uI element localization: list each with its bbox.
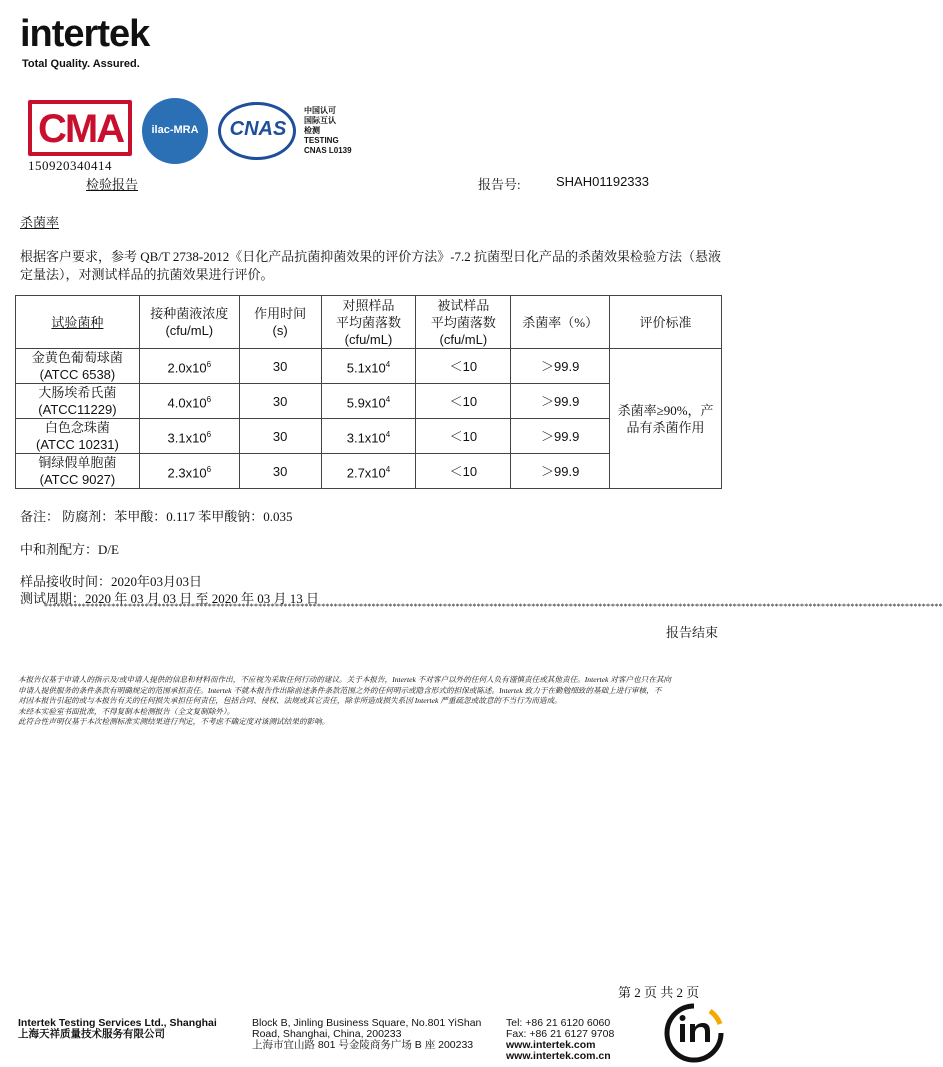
header-text: (cfu/mL) [344,331,393,347]
header-criteria [610,296,722,349]
footer-company-cn: 上海天祥质量技术服务有限公司 [18,1028,165,1040]
report-end: 报告结束 [666,625,719,640]
cma-number: 150920340414 [28,158,112,173]
intertek-logo: intertek [20,13,150,55]
cnas-info-line: 国际互认 [304,116,336,125]
header-text: (cfu/mL) [439,331,488,347]
cnas-info-line: TESTING [304,136,339,145]
strain-name: 金黄色葡萄球菌 [31,350,123,365]
disclaimer-line: 申请人提供服务的条件条款有明确规定的范围承担责任。Intertek 不就本报告作出除前述条件条款范围之外的任何明示或隐含形式的担保或陈述。Intertek 致力于在勤勉细致的基础上进行审核，不 [18,685,662,695]
footer-fax: Fax: +86 21 6127 9708 [506,1028,615,1040]
exponent: 4 [385,359,391,369]
exponent: 6 [206,359,212,369]
footer-address-line: 上海市宜山路 801 号金陵商务广场 B 座 200233 [252,1039,474,1051]
exponent: 4 [385,394,391,404]
footer-company-en: Intertek Testing Services Ltd., Shanghai [18,1017,217,1029]
footer-contact [506,1018,614,1062]
report-number: SHAH01192333 [556,174,649,189]
exponent: 4 [385,464,391,474]
value: 5.1x10 [346,360,386,376]
header-concentration [139,296,239,349]
exponent: 6 [206,429,212,439]
sample-received-line: 样品接收时间：2020年03月03日 [20,574,203,589]
exponent: 6 [206,464,212,474]
cell-test: ＜10 [416,454,511,489]
ilac-mra-text: ilac-MRA [151,124,199,136]
cell-concentration [139,454,239,489]
logo-tagline: Total Quality. Assured. [22,58,140,70]
disclaimer-line: 未经本实验室书面批准，不得复制本检测报告（全文复制除外）。 [18,706,235,716]
table-row [16,349,722,384]
cell-control [321,349,416,384]
value: 3.1x10 [346,430,386,446]
cell-strain [16,349,140,384]
strain-atcc: (ATCC 9027) [39,472,116,487]
section-title: 杀菌率 [20,215,60,230]
intro-paragraph: 根据客户要求，参考 QB/T 2738-2012《日化产品抗菌抑菌效果的评价方法》-7.2 抗菌型日化产品的杀菌效果检验方法（悬液定量法），对测试样品的抗菌效果进行评价。 [20,249,722,282]
cell-rate: ＞99.9 [511,384,610,419]
footer-company [18,1018,217,1040]
value: 4.0x10 [167,395,207,411]
cma-seal-text: CMA [38,107,124,151]
header-text: 接种菌液浓度 [150,306,229,321]
value: 2.0x10 [167,360,207,376]
disclaimer [18,675,718,728]
test-period-line: 测试周期：2020 年 03 月 03 日 至 2020 年 03 月 13 日 [20,591,320,606]
table-header-row [16,296,722,349]
cell-control [321,384,416,419]
disclaimer-line: 本报告仅基于申请人的指示及/或申请人提供的信息和材料而作出，不应视为采取任何行动的建议。关于本报告，Intertek 不对客户以外的任何人负有谨慎责任或其他责任。Intertek 对客户也只在其向 [18,675,672,684]
value: 2.7x10 [346,465,386,481]
cell-test: ＜10 [416,384,511,419]
header-strain [16,296,140,349]
value: 5.9x10 [346,395,386,411]
header-text: 评价标准 [639,314,692,330]
strain-name: 铜绿假单胞菌 [38,455,117,470]
cnas-info [304,106,352,156]
strain-atcc: (ATCC 10231) [36,437,119,452]
footer-address [252,1018,481,1051]
cell-concentration [139,419,239,454]
cma-seal [28,100,132,156]
header-text: (cfu/mL) [165,323,214,338]
footer-website[interactable]: www.intertek.com [506,1039,596,1051]
cnas-logo-text: CNAS [229,118,287,140]
cell-rate: ＞99.9 [511,349,610,384]
header-strain-text: 试验菌种 [51,314,104,330]
header-text: (s) [272,323,288,338]
header-time [239,296,321,349]
footer-tel: Tel: +86 21 6120 6060 [506,1017,611,1029]
header-text: 被试样品 [437,297,490,313]
certification-marks [28,98,368,178]
header-text: 平均菌落数 [430,314,496,330]
cell-test: ＜10 [416,349,511,384]
header-control [321,296,416,349]
header-text: 平均菌落数 [335,314,401,330]
cell-concentration [139,349,239,384]
cell-strain [16,454,140,489]
cell-rate: ＞99.9 [511,454,610,489]
report-number-label: 报告号: [478,177,521,192]
cell-time: 30 [239,419,321,454]
header-rate [511,296,610,349]
footer-address-line: Road, Shanghai, China, 200233 [252,1028,402,1040]
criteria-text: 品有杀菌作用 [626,419,705,435]
neutralizer-line: 中和剂配方：D/E [20,542,119,557]
disclaimer-line: 此符合性声明仅基于本次检测标准实测结果进行判定，不考虑不确定度对该测试结果的影响。 [18,717,330,726]
results-table [15,295,722,489]
header-test [416,296,511,349]
header-text: 对照样品 [342,297,395,313]
exponent: 6 [206,394,212,404]
cell-rate: ＞99.9 [511,419,610,454]
value: 2.3x10 [167,465,207,481]
cnas-info-line: 检测 [304,126,320,135]
remark-line: 备注： 防腐剂：苯甲酸：0.117 苯甲酸钠：0.035 [20,509,293,524]
disclaimer-line: 对因本报告引起的或与本报告有关的任何损失承担任何责任，包括合同、侵权、法规或其它责任，除非所造成损失系因 Intertek 严重疏忽或故意的不当行为而造成。 [18,696,562,705]
strain-name: 大肠埃希氏菌 [38,385,117,400]
document-type: 检验报告 [86,177,139,192]
cell-control [321,454,416,489]
cell-strain [16,384,140,419]
cell-test: ＜10 [416,419,511,454]
strain-atcc: (ATCC 6538) [39,367,116,382]
footer-website-cn[interactable]: www.intertek.com.cn [506,1050,611,1062]
footer-address-line: Block B, Jinling Business Square, No.801 YiShan [252,1017,482,1029]
criteria-text: 杀菌率≥90%，产 [617,402,714,418]
strain-atcc: (ATCC11229) [38,402,117,417]
intertek-round-logo-icon [662,1002,726,1060]
cell-strain [16,419,140,454]
page-number: 第 2 页 共 2 页 [618,985,700,1000]
strain-name: 白色念珠菌 [44,420,110,435]
cell-time: 30 [239,349,321,384]
cell-time: 30 [239,384,321,419]
cell-criteria [610,349,722,489]
cell-control [321,419,416,454]
cell-time: 30 [239,454,321,489]
header-text: 作用时间 [254,306,307,321]
cnas-info-line: CNAS L0139 [304,146,352,155]
header-text: 杀菌率（%） [522,314,599,330]
exponent: 4 [385,429,391,439]
star-separator: ********************************************************************************************************************************************************************************************************************** [44,602,943,611]
cell-concentration [139,384,239,419]
cnas-info-line: 中国认可 [304,106,336,115]
value: 3.1x10 [167,430,207,446]
